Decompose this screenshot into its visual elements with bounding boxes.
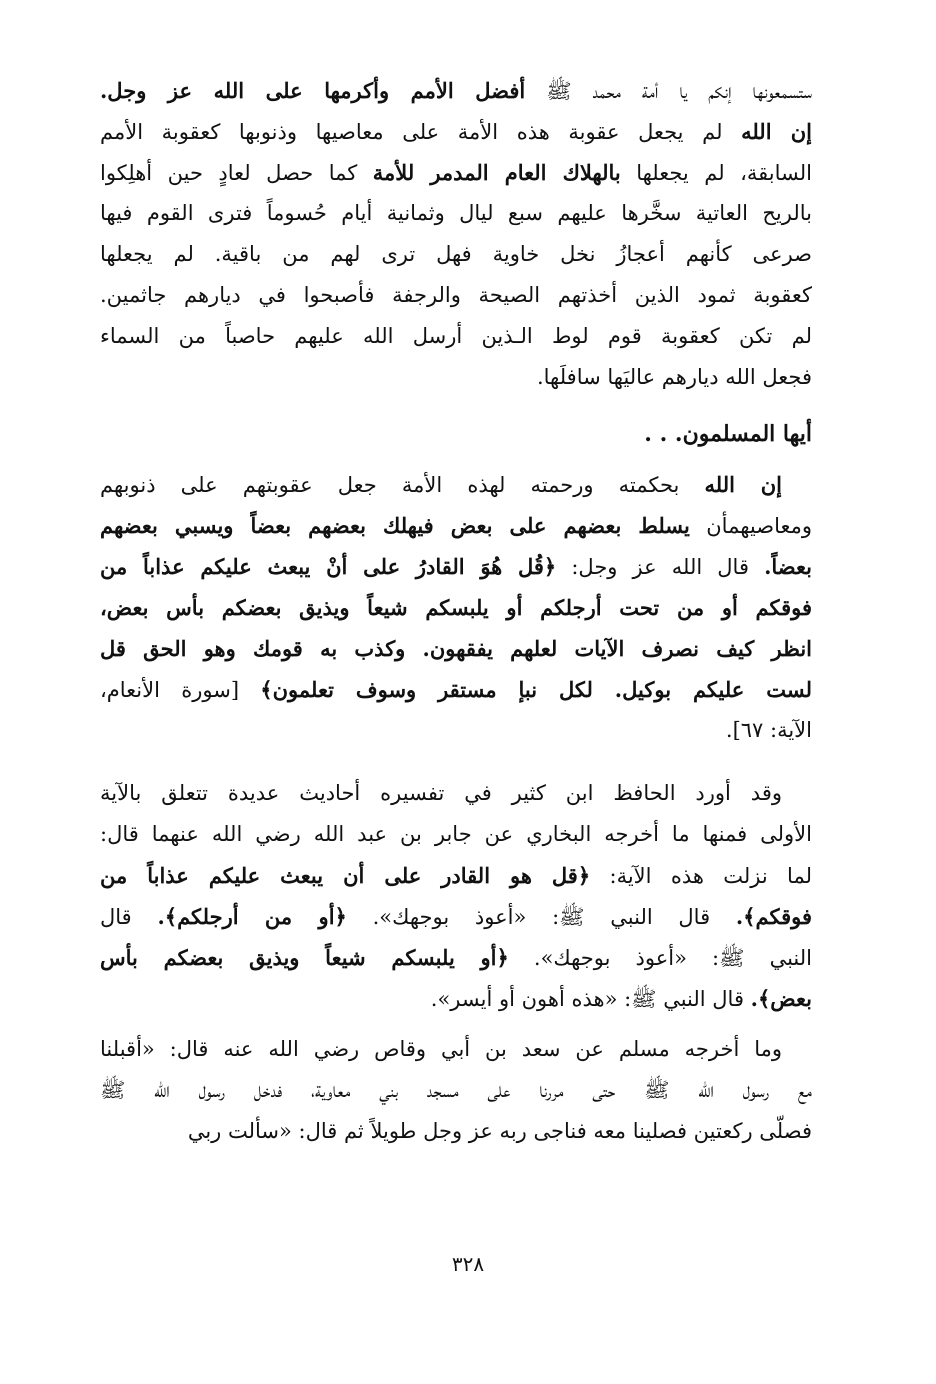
- text-line: [100, 814, 812, 855]
- bold-text-run: ﴿أو من أرجلكم﴾.: [157, 904, 347, 929]
- bold-text-run: انظر كيف نصرف الآيات لعلهم يفقهون. وكذب به قومك وهو الحق قل: [100, 636, 812, 661]
- text-line: [100, 505, 812, 546]
- bold-text-run: ﴿أو يلبسكم شيعاً ويذيق بعضكم بأس: [100, 945, 509, 970]
- text-line: [100, 978, 812, 1019]
- text-run: فصلّى ركعتين فصلينا معه فناجى ربه عز وجل طويلاً ثم قال: «سألت ربي: [187, 1119, 812, 1143]
- text-line: [100, 357, 812, 398]
- bold-text-run: فوقكم﴾.: [735, 904, 812, 929]
- text-run: بالريح العاتية سخَّرها عليهم سبع ليال وثمانية أيام حُسوماً فترى القوم فيها: [100, 201, 812, 225]
- text-line: [100, 1070, 812, 1111]
- text-run: السابقة، لم يجعلها: [620, 161, 812, 185]
- paragraph-4: [100, 1029, 812, 1152]
- text-line: [100, 1111, 812, 1152]
- text-line: [100, 710, 812, 751]
- text-run: الآية: ٦٧].: [725, 718, 812, 742]
- bold-text-run: بعضاً.: [764, 554, 812, 579]
- text-line: [100, 546, 812, 587]
- paragraph-3: [100, 773, 812, 1019]
- text-run: النبي ﷺ: «أعوذ بوجهك».: [508, 946, 812, 970]
- page-body: [100, 70, 812, 1152]
- bold-text-run: فوقكم أو من تحت أرجلكم أو يلبسكم شيعاً ويذيق بعضكم بأس بعض،: [100, 595, 812, 620]
- text-line: [100, 464, 812, 505]
- paragraph-1: [100, 70, 812, 398]
- text-run: ستسمعونها إنكم يا أمة محمد ﷺ: [525, 79, 812, 103]
- text-run: قال: [100, 905, 158, 929]
- text-run: كما حصل لعادٍ حين أهلِكوا: [100, 161, 373, 185]
- text-run: فجعل الله ديارهم عاليَها سافلَها.: [536, 365, 812, 389]
- text-run: لم تكن كعقوبة قوم لوط الـذين أرسل الله عليهم حاصباً من السماء: [100, 324, 812, 348]
- text-line: [100, 669, 812, 710]
- text-run: لم يجعل عقوبة هذه الأمة على معاصيها وذنوبها كعقوبة الأمم: [100, 120, 742, 144]
- bold-text-run: بالهلاك العام المدمر للأمة: [372, 160, 621, 185]
- text-line: [100, 628, 812, 669]
- bold-text-run: ﴿قُل هُوَ القادرُ على أنْ يبعث عليكم عذاباً من: [100, 554, 557, 579]
- bold-text-run: إن الله: [704, 472, 782, 497]
- text-run: [سورة الأنعام،: [100, 678, 261, 702]
- text-run: قال النبي ﷺ: «هذه أهون أو أيسر».: [430, 987, 751, 1011]
- bold-text-run: يسلط بعضهم على بعض فيهلك بعضهم بعضاً ويسبي بعضهم: [100, 513, 690, 538]
- section-heading: أيها المسلمون. . .: [644, 421, 812, 447]
- text-line: [100, 193, 812, 234]
- text-line: [100, 275, 812, 316]
- text-run: كعقوبة ثمود الذين أخذتهم الصيحة والرجفة فأصبحوا في ديارهم جاثمين.: [100, 283, 812, 307]
- bold-text-run: أفضل الأمم وأكرمها على الله عز وجل.: [100, 78, 526, 103]
- text-run: قال النبي ﷺ: «أعوذ بوجهك».: [346, 905, 736, 929]
- text-run: صرعى كأنهم أعجازُ نخل خاوية فهل ترى لهم من باقية. لم يجعلها: [100, 242, 812, 266]
- text-run: بحكمته ورحمته لهذه الأمة جعل عقوبتهم على ذنوبهم: [100, 473, 705, 497]
- text-line: [100, 152, 812, 193]
- text-line: [100, 773, 812, 814]
- text-line: [100, 111, 812, 152]
- text-run: مع رسول الله ﷺ حتى مررنا على مسجد بني معاوية، فدخل رسول الله ﷺ: [100, 1078, 812, 1102]
- text-line: [100, 1029, 812, 1070]
- text-run: وما أخرجه مسلم عن سعد بن أبي وقاص رضي الله عنه قال: «أقبلنا: [100, 1037, 782, 1061]
- text-run: قال الله عز وجل:: [556, 555, 765, 579]
- bold-text-run: إن الله: [741, 119, 812, 144]
- page-number: ٣٢٨: [451, 1252, 485, 1276]
- text-run: وقد أورد الحافظ ابن كثير في تفسيره أحاديث عديدة تتعلق بالآية: [100, 781, 782, 805]
- text-run: ومعاصيهمأن: [689, 514, 812, 538]
- text-line: [100, 70, 812, 111]
- text-line: [100, 587, 812, 628]
- text-line: [100, 316, 812, 357]
- paragraph-2: [100, 464, 812, 751]
- text-run: الأولى فمنها ما أخرجه البخاري عن جابر بن عبد الله رضي الله عنهما قال:: [100, 822, 812, 846]
- text-line: [100, 855, 812, 896]
- text-line: [100, 234, 812, 275]
- text-run: لما نزلت هذه الآية:: [590, 864, 812, 888]
- bold-text-run: بعض﴾.: [750, 986, 812, 1011]
- text-line: [100, 937, 812, 978]
- text-line: [100, 896, 812, 937]
- bold-text-run: ﴿قل هو القادر على أن يبعث عليكم عذاباً من: [100, 863, 591, 888]
- bold-text-run: لست عليكم بوكيل. لكل نبإ مستقر وسوف تعلمون﴾: [260, 677, 812, 702]
